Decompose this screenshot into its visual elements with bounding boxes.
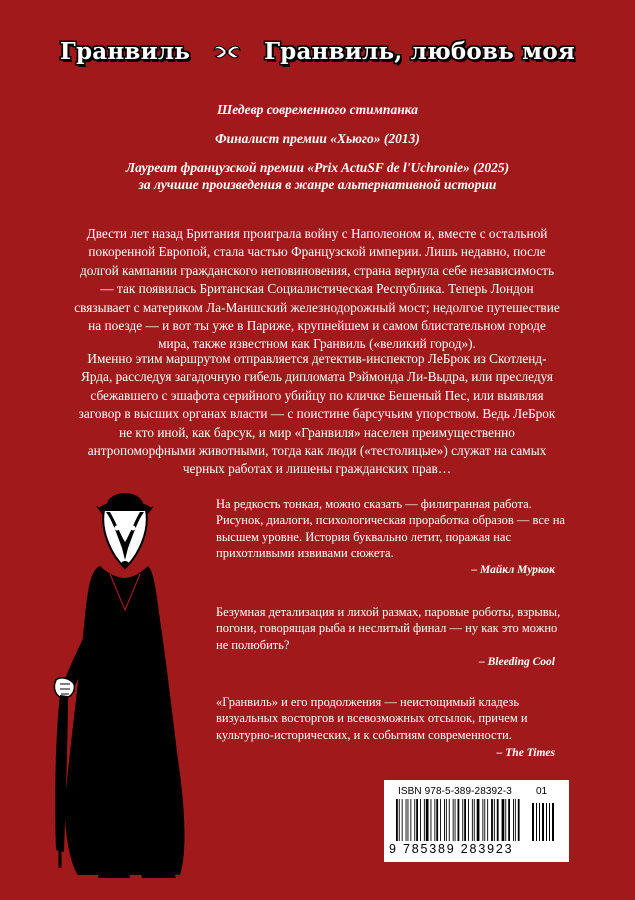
badger-detective-illustration — [30, 470, 220, 885]
barcode-addon-bar — [539, 803, 540, 841]
award-line: Шедевр современного стимпанка — [217, 102, 418, 117]
title-row — [0, 38, 635, 65]
barcode-bar — [515, 799, 516, 841]
review-source: – The Times — [496, 747, 555, 759]
barcode-bar — [431, 799, 432, 841]
barcode-addon-bar — [546, 803, 547, 841]
barcode-bar — [420, 799, 421, 841]
award-line: Лауреат французской премии «Prix ActuSF de l'Uchronie» (2025) — [125, 160, 510, 175]
title-left: Гранвиль — [59, 38, 191, 65]
barcode-bar — [426, 799, 429, 841]
barcode-addon-bar — [549, 803, 550, 841]
barcode-bar — [434, 799, 435, 841]
barcode-bar — [502, 799, 505, 841]
barcode-bar — [458, 799, 460, 841]
barcode-bar — [477, 799, 480, 841]
review-source: – Bleeding Cool — [478, 656, 555, 668]
review-source: – Майкл Муркок — [471, 564, 555, 576]
barcode-bar — [402, 799, 403, 841]
barcode-bar — [505, 799, 506, 841]
barcode-bar — [444, 799, 445, 841]
barcode-bar — [472, 799, 473, 841]
barcode-bar — [399, 799, 400, 841]
barcode-bar — [468, 799, 469, 841]
barcode-bar — [513, 799, 514, 841]
review-quote: Безумная детализация и лихой размах, паровые роботы, взрывы, погони, говорящая рыба и неслитый финал — ну как это можно не полюбить? — [216, 605, 561, 652]
award-line: Финалист премии «Хьюго» (2013) — [215, 131, 420, 146]
barcode-bar — [494, 799, 495, 841]
barcode-addon-bar — [532, 803, 534, 841]
barcode-bar — [410, 799, 411, 841]
barcode-bar — [497, 799, 499, 841]
barcode-bar — [453, 799, 454, 841]
barcode-bar — [508, 799, 510, 841]
barcode-bar — [414, 799, 415, 841]
barcode-bar — [464, 799, 466, 841]
barcode-addon-bar — [542, 803, 544, 841]
barcode-addon-bar — [552, 803, 554, 841]
barcode-bar — [455, 799, 456, 841]
isbn-label: ISBN 978-5-389-28392-3 — [398, 786, 512, 797]
blurb-paragraph: Именно этим маршрутом отправляется детектив-инспектор ЛеБрок из Скотленд-Ярда, расследуя загадочную гибель дипломата Рэймонда Ли-Выдра, или преследуя сбежавшего с эшафота серийного убийцу по кличке Бешеный Пес, или выявляя заговор в высших органах власти — с поистине барсучьим упорством. Ведь ЛеБрок не кто иной, как барсук, и мир «Гранвиля» населен преимущественно антропоморфными животными, тогда как люди («тестолицые») служат на самых черных работах и лишены гражданских прав… — [78, 351, 556, 477]
barcode-bar — [484, 799, 485, 841]
barcode-bar — [487, 799, 488, 841]
review-quote: На редкость тонкая, можно сказать — филигранная работа. Рисунок, диалоги, психологическая проработка образов — все на высшем уровне. История буквально летит, поражая нас прихотливыми извивами сюжета. — [216, 497, 565, 561]
barcode-bar — [396, 799, 398, 841]
barcode-bar — [482, 799, 483, 841]
barcode-bar — [446, 799, 447, 841]
barcode-bar — [518, 799, 520, 841]
title-right: Гранвиль, любовь моя — [264, 38, 576, 65]
review-quote: «Гранвиль» и его продолжения — неистощимый кладезь визуальных восторгов и всевозможных отсылок, причем и культурно-исторических, и к событиям современности. — [216, 695, 528, 742]
fleuron-icon — [212, 42, 242, 62]
barcode-bar — [416, 799, 418, 841]
barcode-bar — [462, 799, 463, 841]
barcode-bar — [474, 799, 475, 841]
barcode-bar — [449, 799, 450, 841]
barcode-addon-bar — [536, 803, 537, 841]
barcode-bar — [491, 799, 493, 841]
barcode-bar — [408, 799, 409, 841]
blurb-paragraph: Двести лет назад Британия проиграла войну с Наполеоном и, вместе с остальной покоренной Европой, стала частью Французской империи. Лишь недавно, после долгой кампании гражданского неповиновения, страна вернула себе независимость — так появилась Британская Социалистическая Республика. Теперь Лондон связывает с материком Ла-Маншский железнодорожный мост; недолгое путешествие на поезде — и вот ты уже в Париже, крупнейшем и самом блистательном городе мира, также известном как Гранвиль («великий город»). — [74, 226, 560, 352]
barcode-bar — [436, 799, 438, 841]
barcode-bars — [394, 799, 559, 843]
barcode-bar — [406, 799, 407, 841]
barcode-bar — [440, 799, 441, 841]
isbn-addon: 01 — [536, 786, 548, 797]
award-line: за лучшие произведения в жанре альтернативной истории — [138, 177, 497, 192]
barcode-digits: 9 785389 283923 — [389, 842, 514, 856]
barcode-bar — [424, 799, 425, 841]
barcode — [384, 780, 569, 862]
